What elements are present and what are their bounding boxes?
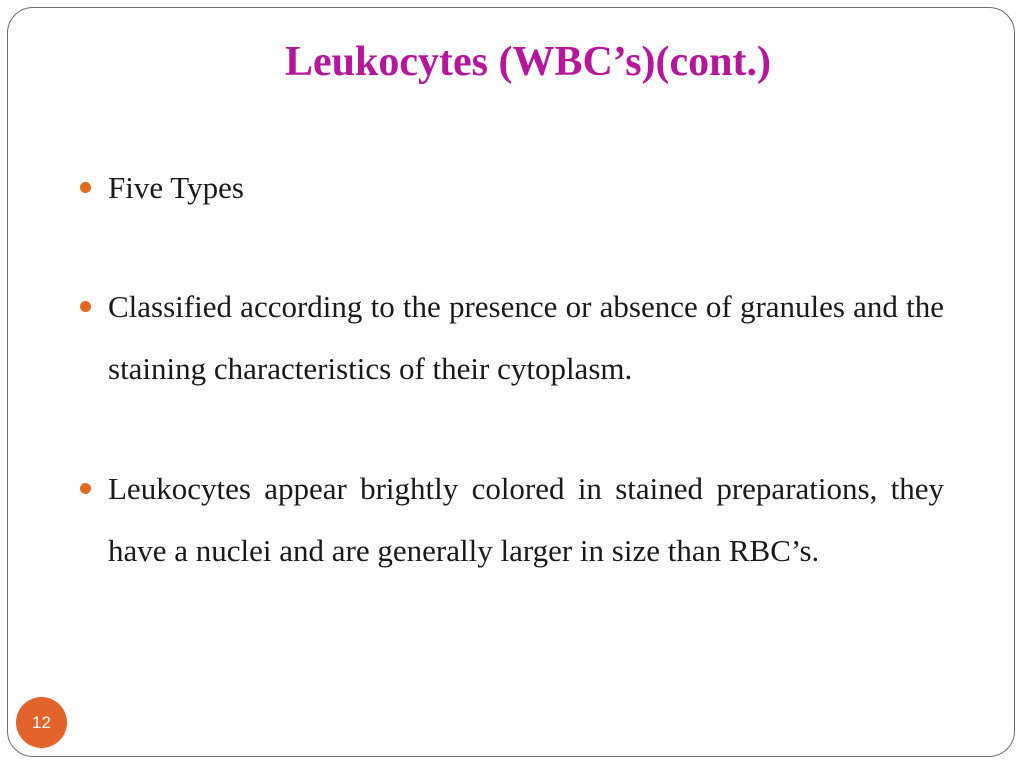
- bullet-text-classification: Classified according to the presence or absence of granules and the staining characteristics of their cytoplasm.: [108, 289, 944, 386]
- bullet-marker-icon: [80, 483, 91, 494]
- bullet-marker-icon: [80, 301, 91, 312]
- bullet-marker-icon: [80, 182, 91, 193]
- bullet-text-appearance: Leukocytes appear brightly colored in stained preparations, they have a nuclei and are generally larger in size than RBC’s.: [108, 471, 944, 568]
- slide-title: Leukocytes (WBC’s)(cont.): [284, 39, 772, 85]
- bullet-text-five-types: Five Types: [108, 170, 244, 205]
- page-number-badge: 12: [16, 697, 67, 748]
